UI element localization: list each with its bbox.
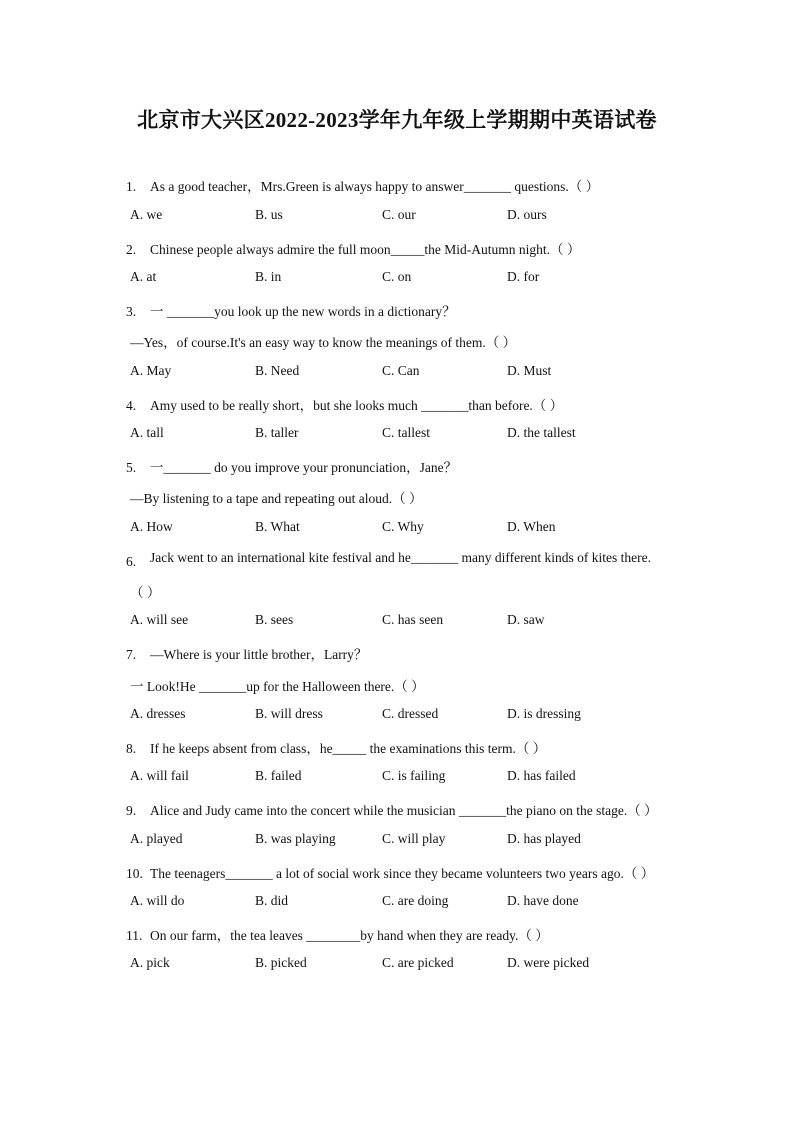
option-b[interactable]: B. us	[255, 207, 283, 222]
option-b[interactable]: B. Need	[255, 363, 300, 378]
option-c[interactable]: C. are doing	[382, 893, 449, 908]
question-number: 6.	[126, 554, 137, 569]
option-a[interactable]: A. May	[130, 363, 172, 378]
question-stem: If he keeps absent from class，he_____ the examinations this term.（ ）	[150, 741, 547, 756]
option-c[interactable]: C. tallest	[382, 425, 430, 440]
question-stem: —Where is your little brother，Larry？	[150, 647, 368, 662]
option-b[interactable]: B. What	[255, 519, 300, 534]
option-d[interactable]: D. have done	[507, 893, 579, 908]
question-stem-continued: （ ）	[130, 585, 161, 600]
answer-options	[130, 706, 690, 724]
option-c[interactable]: C. are picked	[382, 955, 454, 970]
option-a[interactable]: A. will fail	[130, 768, 189, 783]
option-c[interactable]: C. dressed	[382, 706, 439, 721]
answer-options	[130, 425, 690, 443]
option-a[interactable]: A. played	[130, 831, 183, 846]
question-stem: 一 _______you look up the new words in a dictionary？	[150, 304, 456, 319]
answer-options	[130, 955, 690, 973]
option-a[interactable]: A. will do	[130, 893, 185, 908]
answer-options	[130, 768, 690, 786]
option-a[interactable]: A. tall	[130, 425, 164, 440]
option-c[interactable]: C. Can	[382, 363, 420, 378]
option-a[interactable]: A. will see	[130, 612, 189, 627]
option-b[interactable]: B. failed	[255, 768, 302, 783]
option-d[interactable]: D. When	[507, 519, 556, 534]
question-stem-continued: 一 Look!He _______up for the Halloween there.（ ）	[130, 679, 425, 694]
option-d[interactable]: D. has failed	[507, 768, 576, 783]
answer-options	[130, 893, 690, 911]
question-number: 7.	[126, 647, 137, 662]
question-number: 3.	[126, 304, 137, 319]
question-stem: Jack went to an international kite festival and he_______ many different kinds of kites there.	[150, 550, 651, 565]
answer-options	[130, 269, 690, 287]
answer-options	[130, 207, 690, 225]
option-c[interactable]: C. on	[382, 269, 412, 284]
question-number: 8.	[126, 741, 137, 756]
question-number: 4.	[126, 398, 137, 413]
answer-options	[130, 519, 690, 537]
question-number: 1.	[126, 179, 137, 194]
option-b[interactable]: B. did	[255, 893, 289, 908]
option-a[interactable]: A. we	[130, 207, 163, 222]
option-d[interactable]: D. has played	[507, 831, 581, 846]
option-b[interactable]: B. picked	[255, 955, 307, 970]
option-d[interactable]: D. the tallest	[507, 425, 576, 440]
option-d[interactable]: D. saw	[507, 612, 545, 627]
option-c[interactable]: C. has seen	[382, 612, 444, 627]
option-c[interactable]: C. our	[382, 207, 416, 222]
question-number: 9.	[126, 803, 137, 818]
option-c[interactable]: C. will play	[382, 831, 446, 846]
option-b[interactable]: B. will dress	[255, 706, 323, 721]
question-stem-continued: —By listening to a tape and repeating out aloud.（ ）	[130, 491, 423, 506]
option-a[interactable]: A. at	[130, 269, 157, 284]
option-d[interactable]: D. were picked	[507, 955, 590, 970]
question-stem: The teenagers_______ a lot of social work since they became volunteers two years ago.（ ）	[150, 866, 655, 881]
answer-options	[130, 831, 690, 849]
option-b[interactable]: B. taller	[255, 425, 299, 440]
option-b[interactable]: B. was playing	[255, 831, 336, 846]
option-b[interactable]: B. in	[255, 269, 282, 284]
question-stem-continued: —Yes，of course.It's an easy way to know the meanings of them.（ ）	[130, 335, 517, 350]
question-stem: On our farm，the tea leaves ________by hand when they are ready.（ ）	[150, 928, 549, 943]
question-stem: Chinese people always admire the full moon_____the Mid-Autumn night.（ ）	[150, 242, 581, 257]
answer-options	[130, 363, 690, 381]
question-number: 5.	[126, 460, 137, 475]
option-d[interactable]: D. ours	[507, 207, 547, 222]
option-c[interactable]: C. Why	[382, 519, 424, 534]
question-number: 2.	[126, 242, 137, 257]
option-a[interactable]: A. dresses	[130, 706, 186, 721]
exam-title: 北京市大兴区2022-2023学年九年级上学期期中英语试卷	[137, 108, 657, 132]
option-d[interactable]: D. Must	[507, 363, 552, 378]
answer-options	[130, 612, 690, 630]
question-stem: Amy used to be really short，but she looks much _______than before.（ ）	[150, 398, 564, 413]
option-a[interactable]: A. pick	[130, 955, 170, 970]
option-d[interactable]: D. is dressing	[507, 706, 581, 721]
question-stem: Alice and Judy came into the concert while the musician _______the piano on the stage.（ ）	[150, 803, 658, 818]
option-a[interactable]: A. How	[130, 519, 173, 534]
question-stem: 一_______ do you improve your pronunciation，Jane？	[150, 460, 458, 475]
question-number: 11.	[126, 928, 143, 943]
option-b[interactable]: B. sees	[255, 612, 294, 627]
option-d[interactable]: D. for	[507, 269, 540, 284]
option-c[interactable]: C. is failing	[382, 768, 446, 783]
question-number: 10.	[126, 866, 143, 881]
question-stem: As a good teacher，Mrs.Green is always happy to answer_______ questions.（ ）	[150, 179, 600, 194]
